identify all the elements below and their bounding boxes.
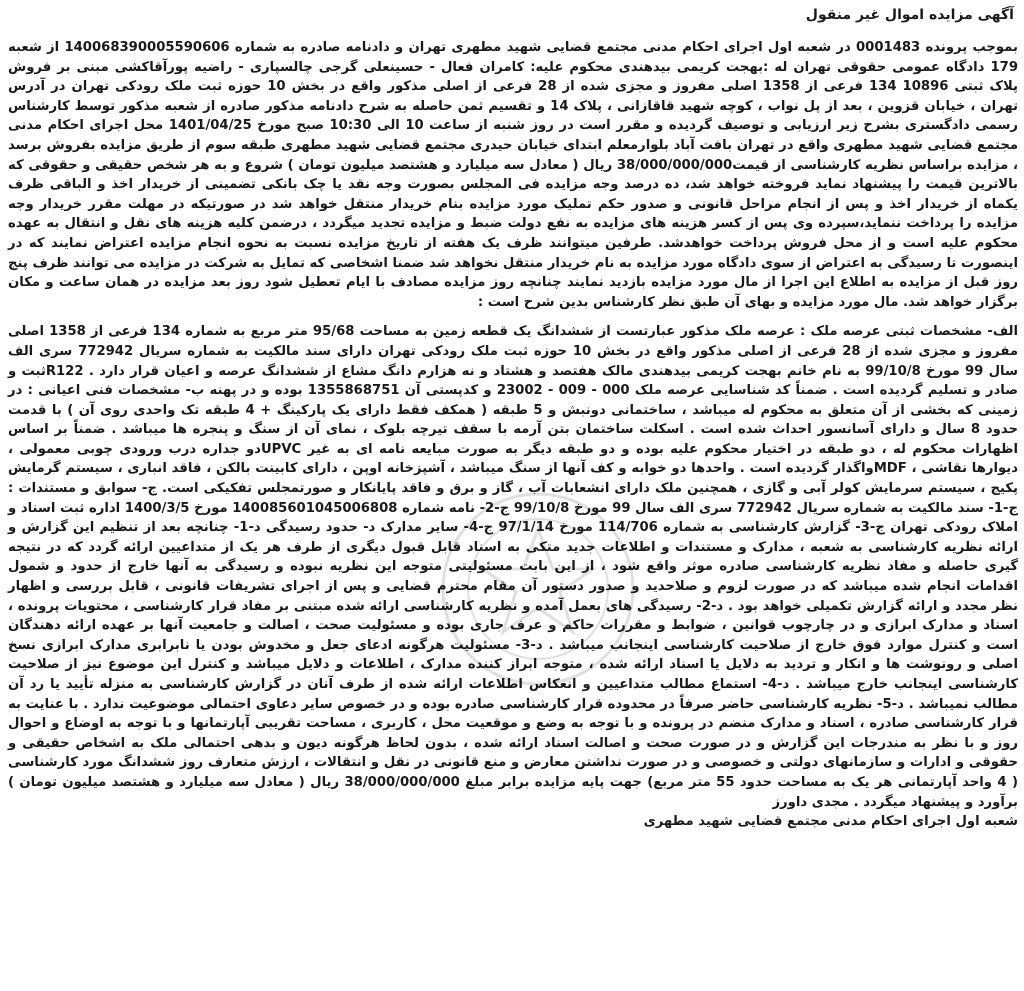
notice-body-paragraph: بموجب پرونده 0001483 در شعبه اول اجرای احکام مدنی مجتمع قضایی شهید مطهری تهران و دادنامه صادره به شماره 140068390005590606 از شعبه 179 دادگاه عمومی حقوقی تهران له :بهجت کریمی بیدهندی محکوم علیه: کامران فعال - حسینعلی گرجی چالسپاری - راضیه پورآقاکشی مبنی بر فروش پلاک ثبتی 10896 134 فرعی از 1358 اصلی مفروز و مجزی شده از 28 فرعی از اصلی مذکور واقع در بخش 10 حوزه ثبت ملک رودکی تهران در آدرس تهران ، خیابان قزوین ، بعد از پل نواب ، کوچه شهید قاقازانی ، پلاک 14 و تقسیم ثمن حاصله به شرح دادنامه مذکور صادره از شعبه مذکور توسط کارشناس رسمی دادگستری بشرح زیر ارزیابی و توصیف گردیده و مقرر است در روز شنبه از ساعت 10 الی 10:30 صبح مورخ 1401/04/25 محل اجرای احکام مدنی مجتمع قضایی شهید مطهری واقع در تهران بافت آباد بلوارمعلم ابتدای خیابان حیدری مجتمع قضایی شهید مطهری طبقه سوم از طریق مزایده بفروش برسد ، مزایده براساس نظریه کارشناسی از قیمت38/000/000/000 ریال ( معادل سه میلیارد و هشتصد میلیون تومان ) شروع و به هر شخص حقیقی و حقوقی که بالاترین قیمت را پیشنهاد نماید فروخته خواهد شد، ده درصد وجه مزایده فی المجلس بصورت وجه نقد یا چک بانکی تضمینی از خریدار اخذ و الباقی ظرف یکماه از خریدار اخذ و پس از انجام مراحل قانونی و صدور حکم تملیک مورد مزایده بنام خریدار منتقل خواهد شد در صورتیکه در مهلت مقرر خریدار وجه مزایده را پرداخت ننماید،سپرده وی پس از کسر هزینه های مزایده به نفع دولت ضبط و مزایده تجدید میگردد ، درضمن کلیه هزینه های نقل و انتقال به عهده محکوم علیه است و از محل فروش پرداخت خواهدشد. طرفین میتوانند ظرف یک هفته از تاریخ مزایده نسبت به نحوه انجام مزایده اعتراض نمایند که در اینصورت تا رسیدگی به اعتراض از سوی دادگاه مورد مزایده به نام خریدار منتقل نخواهد شد ضمنا اشخاصی که تمایل به شرکت در مزایده می توانند ظرف پنج روز قبل از مزایده به اطلاع این اجرا از مال مورد مزایده بازدید نمایند چنانچه روز مزایده مصادف با ایام تعطیل شود روز بعد مزایده در همان ساعت و مکان برگزار خواهد شد. مال مورد مزایده و بهای آن طبق نظر کارشناس بدین شرح است : (8, 40, 1019, 310)
issuing-branch-signature: شعبه اول اجرای احکام مدنی مجتمع قضایی شهید مطهری (643, 814, 1018, 830)
notice-title: آگهی مزایده اموال غیر منقول (805, 7, 1014, 23)
property-specification-paragraph: الف- مشخصات ثبتی عرصه ملک : عرصه ملک مذکور عبارتست از ششدانگ یک قطعه زمین به مساحت 95/68 متر مربع به شماره 134 فرعی از 1358 اصلی مفروز و مجزی شده از 28 فرعی از اصلی مذکور واقع در بخش 10 حوزه ثبت ملک رودکی تهران دارای سند مالکیت به شماره سریال 772942 سری الف سال 99 مورخ 99/10/8 به نام خانم بهجت کریمی بیدهندی مالک هفتصد و هشتاد و نه هزارم دانگ مشاع از ششدانگ عرصه و اعیان قرار دارد . R122ثبت و صادر و تسلیم گردیده است . ضمناً کد شناسایی عرصه ملک 000 - 009 - 23002 و کدپستی آن 1355868751 بوده و در پهنه ب- مشخصات فنی اعیانی : در زمینی که بخشی از آن متعلق به محکوم له میباشد ، ساختمانی دونبش و 5 طبقه ( همکف فقط دارای یک پارکینگ + 4 طبقه تک واحدی روی آن ) با قدمت حدود 8 سال و دارای آسانسور احداث شده است . اسکلت ساختمان بتن آرمه با سقف تیرچه بلوک ، نمای آن از سنگ و پنجره ها میباشد . ضمناً بر اساس اظهارات محکوم له ، دو طبقه در اختیار محکوم علیه بوده و دو طبقه دیگر به صورت مبایعه نامه ای به غیر UPVCدو جداره درب ورودی چوبی معمولی ، دیوارها نقاشی ، MDFواگذار گردیده است . واحدها دو خوابه و کف آنها از سنگ میباشد ، آشپزخانه اوپن ، دارای کابینت بالکن ، فاقد انباری ، سیستم گرمایش پکیج ، سیستم سرمایش کولر آبی و گازی ، همچنین ملک دارای انشعابات آب ، گاز و برق و فاقد پایانکار و صورتمجلس تفکیکی است. ج- سوابق و مستندات : ج-1- سند مالکیت به شماره سریال 772942 سری الف سال 99 مورخ 99/10/8 ج-2- نامه شماره 140085601045006808 مورخ 1400/3/5 اداره ثبت اسناد و املاک رودکی تهران ج-3- گزارش کارشناسی به شماره 114/706 مورخ 97/1/14 ج-4- سایر مدارک د- حدود رسیدگی د-1- چنانچه بعد از تنظیم این گزارش و ارائه نظریه کارشناسی به شعبه ، مدارک و مستندات و اطلاعات جدید متکی به اسناد قابل قبول دیگری از طرف هر یک از متداعیین ارائه گردد که در نتیجه گیری حاصله و مفاد نظریه کارشناسی صادره موثر واقع شود ، از این بابت مسئولیتی متوجه این نظریه نبوده و رسیدگی به آنها خارج از حدود و شمول اقدامات انجام شده میباشد که در صورت لزوم و صلاحدید و صدور دستور آن مقام محترم قضایی و پس از اجرای تشریفات قانونی ، قابل بررسی و اظهار نظر مجدد و ارائه گزارش تکمیلی خواهد بود . د-2- رسیدگی های بعمل آمده و نظریه کارشناسی ارائه شده مبتنی بر مفاد قرار کارشناسی ، محتویات پرونده ، اسناد و مدارک ابرازی و در چارچوب قوانین ، ضوابط و مقررات حاکم و عرف جاری بوده و مسئولیت صحت ، اصالت و جامعیت آنها بر عهده ارائه دهندگان است و کنترل موارد فوق خارج از صلاحیت کارشناسی اینجانب میباشد . د-3- مسئولیت هرگونه ادعای جعل و مخدوش بودن یا نابرابری مدارک ابرازی نسخ اصلی و رونوشت ها و انکار و تردید به دلایل یا اسناد ارائه شده ، متوجه ابراز کننده مدارک ، اطلاعات و دلایل میباشد و کنترل این موضوع نیز از صلاحیت کارشناسی اینجانب خارج میباشد . د-4- استماع مطالب متداعیین و انعکاس اطلاعات ارائه شده از طرف آنان در گزارش کارشناسی به منزله تأیید یا رد آن مطالب نمیباشد . د-5- نظریه کارشناسی حاضر صرفاً در محدوده قرار کارشناسی صادره بوده و در خصوص سایر دعاوی احتمالی موضوعیت ندارد . با عنایت به قرار کارشناسی صادره ، اسناد و مدارک منضم در پرونده و با توجه به وضع و موقعیت محل ، کاربری ، مساحت تقریبی آپارتمانها و با توجه به اوضاع و احوال روز و با نظر به مندرجات این گزارش و در صورت صحت و اصالت اسناد ارائه شده ، بدون لحاظ هرگونه دیون و بدهی احتمالی ملک به اشخاص حقیقی و حقوقی و ادارات و سازمانهای دولتی و خصوصی و در صورت نداشتن معارض و منع قانونی در نقل و انتقالات ، ارزش متعارف روز ششدانگ مورد کارشناسی ( 4 واحد آپارتمانی هر یک به مساحت حدود 55 متر مربع) جهت پایه مزایده برابر مبلغ 38/000/000/000 ریال ( معادل سه میلیارد و هشتصد میلیون تومان ) برآورد و پیشنهاد میگردد . مجدی داورز (8, 324, 1019, 810)
notice-document (8, 4, 1018, 984)
